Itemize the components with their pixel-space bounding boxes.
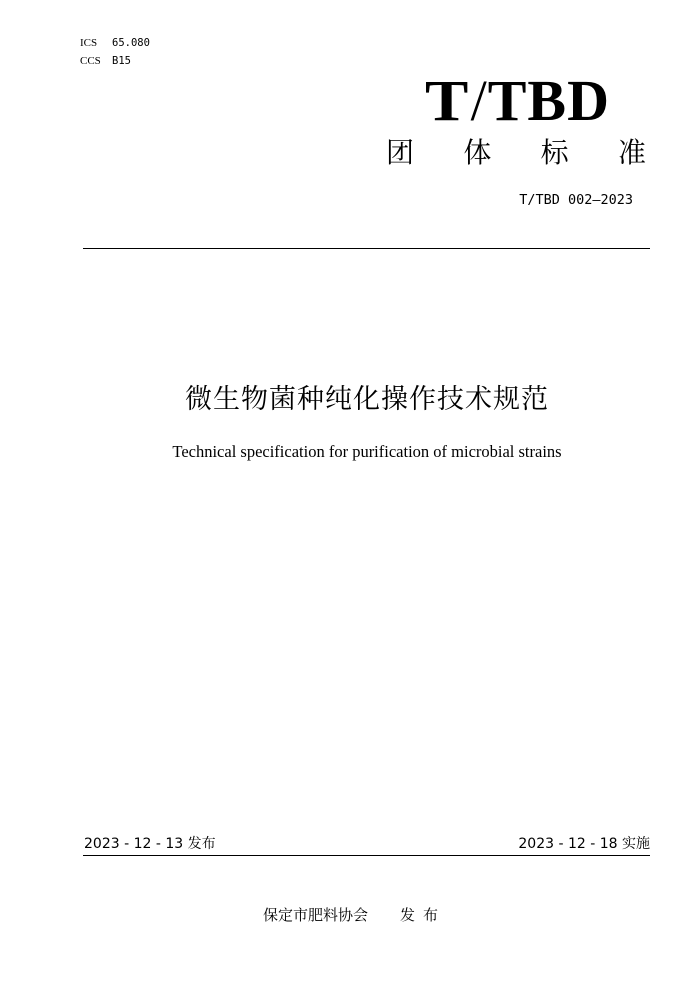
standard-type-char: 标: [540, 136, 569, 169]
issuer-verb: 发布: [400, 906, 447, 924]
publish-date: 2023 - 12 - 13 发布: [84, 836, 216, 852]
standard-number: T/TBD 002—2023: [519, 192, 633, 208]
standard-type-char: 体: [463, 136, 492, 169]
ics-label: ICS: [80, 37, 98, 49]
logo-rest: TBD: [487, 68, 610, 133]
bottom-divider: [83, 855, 650, 856]
standard-type-char: 团: [386, 136, 415, 169]
classification-codes: [80, 34, 150, 70]
organization-logo: [425, 66, 610, 136]
issuer-line: [263, 904, 446, 926]
ics-value: 65.080: [112, 37, 150, 49]
logo-slash: /: [470, 68, 488, 133]
issuer-name: 保定市肥料协会: [263, 906, 369, 924]
ccs-label: CCS: [80, 55, 101, 67]
ics-code: [80, 34, 150, 52]
ccs-value: B15: [112, 55, 131, 67]
title-chinese: 微生物菌种纯化操作技术规范: [185, 384, 549, 415]
ccs-code: [80, 52, 150, 70]
standard-type-char: 准: [617, 136, 646, 169]
title-english: Technical specification for purification of microbial strains: [172, 442, 562, 461]
standard-type-label: [386, 136, 646, 170]
implement-date: 2023 - 12 - 18 实施: [518, 836, 650, 852]
top-divider: [83, 248, 650, 249]
logo-first-letter: T: [424, 68, 470, 133]
